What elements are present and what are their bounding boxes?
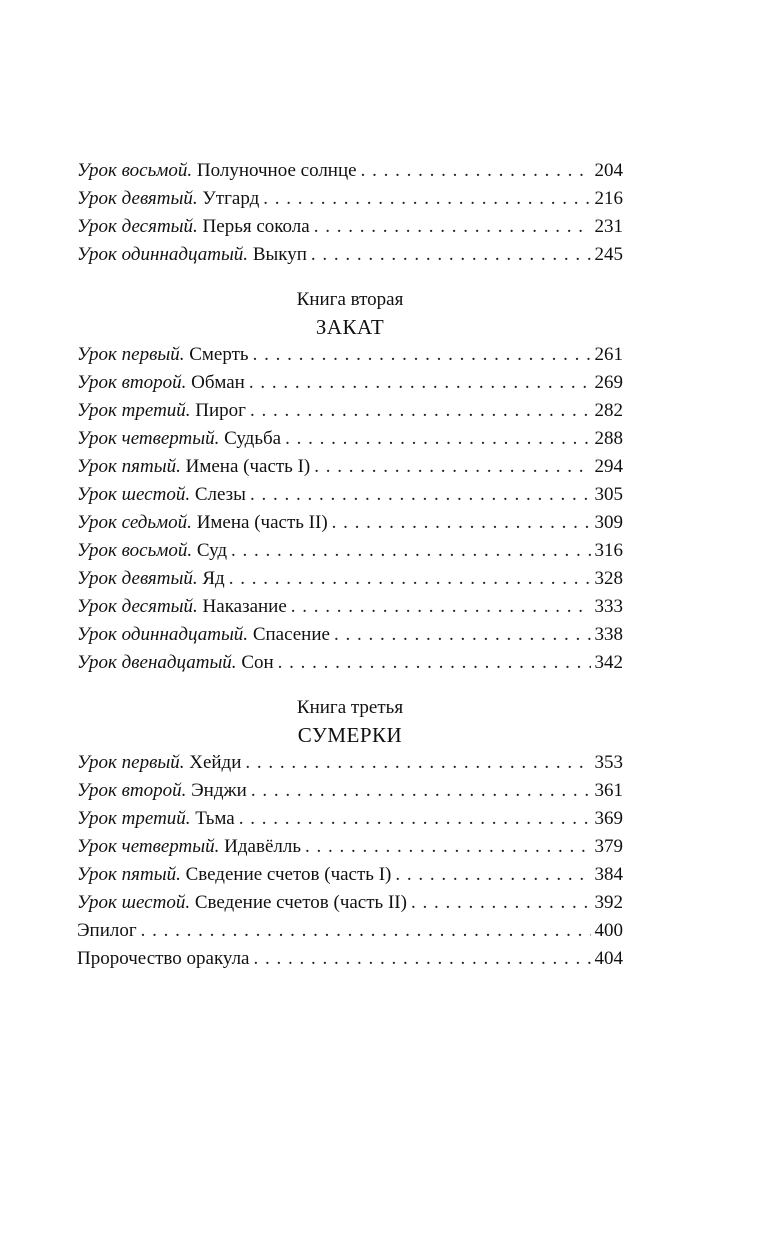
toc-entry: [77, 213, 623, 241]
entry-label: [77, 917, 137, 945]
book-three-heading: [77, 695, 623, 749]
book-three-title: СУМЕРКИ: [297, 723, 403, 747]
book-three-subtitle: Книга третья: [296, 697, 404, 718]
page-number: 269: [594, 372, 623, 393]
entry-label: [77, 341, 249, 369]
lesson-number: Урок одиннадцатый.: [77, 244, 249, 265]
entry-title: Яд: [202, 568, 225, 589]
toc-entry: [77, 833, 623, 861]
lesson-number: Урок девятый.: [77, 568, 198, 589]
book-two-title: ЗАКАТ: [315, 315, 385, 339]
toc-entry: [77, 621, 623, 649]
toc-entry: [77, 777, 623, 805]
book-two-subtitle: Книга вторая: [296, 289, 404, 310]
page-number: 400: [594, 920, 623, 941]
toc-entry: [77, 157, 623, 185]
entry-label: [77, 889, 407, 917]
dot-leader: [231, 537, 590, 565]
entry-label: [77, 213, 310, 241]
toc-entry: [77, 185, 623, 213]
entry-label: [77, 157, 357, 185]
page-number: 342: [594, 652, 623, 673]
toc-entry: [77, 805, 623, 833]
toc-section-continued: [77, 157, 623, 269]
entry-title: Перья сокола: [202, 216, 310, 237]
dot-leader: [314, 213, 591, 241]
entry-label: [77, 805, 235, 833]
page-number: 328: [594, 568, 623, 589]
dot-leader: [332, 509, 591, 537]
entry-label: [77, 453, 310, 481]
lesson-number: Урок первый.: [77, 752, 185, 773]
table-of-contents: [77, 157, 623, 973]
lesson-number: Урок четвертый.: [77, 428, 220, 449]
entry-title: Слезы: [194, 484, 246, 505]
dot-leader: [285, 425, 590, 453]
page-number: 384: [594, 864, 623, 885]
entry-title: Пирог: [195, 400, 246, 421]
toc-section-book-three: [77, 749, 623, 973]
entry-label: [77, 397, 246, 425]
entry-label: [77, 481, 246, 509]
entry-title: Сон: [241, 652, 274, 673]
dot-leader: [249, 369, 591, 397]
entry-title: Пророчество оракула: [77, 948, 250, 969]
entry-title: Выкуп: [252, 244, 307, 265]
lesson-number: Урок девятый.: [77, 188, 198, 209]
entry-title: Обман: [191, 372, 245, 393]
entry-title: Утгард: [202, 188, 260, 209]
entry-title: Имена (часть I): [185, 456, 311, 477]
dot-leader: [361, 157, 591, 185]
lesson-number: Урок третий.: [77, 400, 191, 421]
lesson-number: Урок пятый.: [77, 864, 181, 885]
entry-title: Наказание: [202, 596, 287, 617]
dot-leader: [239, 805, 591, 833]
page-number: 392: [594, 892, 623, 913]
page-number: 353: [594, 752, 623, 773]
toc-entry: [77, 593, 623, 621]
page-number: 305: [594, 484, 623, 505]
toc-entry: [77, 397, 623, 425]
dot-leader: [251, 777, 591, 805]
entry-label: [77, 649, 274, 677]
page-number: 309: [594, 512, 623, 533]
entry-title: Смерть: [189, 344, 249, 365]
entry-title: Судьба: [224, 428, 282, 449]
lesson-number: Урок двенадцатый.: [77, 652, 237, 673]
entry-title: Спасение: [252, 624, 330, 645]
dot-leader: [334, 621, 591, 649]
dot-leader: [305, 833, 590, 861]
dot-leader: [395, 861, 590, 889]
page-number: 282: [594, 400, 623, 421]
page-number: 333: [594, 596, 623, 617]
dot-leader: [314, 453, 590, 481]
page-number: 316: [594, 540, 623, 561]
dot-leader: [291, 593, 591, 621]
page-number: 216: [594, 188, 623, 209]
lesson-number: Урок шестой.: [77, 484, 191, 505]
lesson-number: Урок пятый.: [77, 456, 181, 477]
dot-leader: [229, 565, 591, 593]
dot-leader: [141, 917, 591, 945]
entry-label: [77, 425, 281, 453]
lesson-number: Урок шестой.: [77, 892, 191, 913]
toc-entry: [77, 565, 623, 593]
page-number: 379: [594, 836, 623, 857]
page-number: 361: [594, 780, 623, 801]
lesson-number: Урок седьмой.: [77, 512, 192, 533]
page-number: 204: [594, 160, 623, 181]
lesson-number: Урок второй.: [77, 780, 187, 801]
entry-label: [77, 369, 245, 397]
entry-title: Тьма: [195, 808, 235, 829]
toc-entry: [77, 945, 623, 973]
dot-leader: [311, 241, 591, 269]
lesson-number: Урок десятый.: [77, 216, 198, 237]
dot-leader: [250, 397, 591, 425]
entry-label: [77, 621, 330, 649]
page-number: 404: [594, 948, 623, 969]
entry-label: [77, 565, 225, 593]
entry-title: Сведение счетов (часть II): [194, 892, 407, 913]
lesson-number: Урок восьмой.: [77, 160, 193, 181]
toc-entry: [77, 749, 623, 777]
toc-entry: [77, 917, 623, 945]
toc-entry: [77, 509, 623, 537]
toc-entry: [77, 341, 623, 369]
dot-leader: [250, 481, 591, 509]
page-number: 369: [594, 808, 623, 829]
page-number: 261: [594, 344, 623, 365]
lesson-number: Урок первый.: [77, 344, 185, 365]
dot-leader: [278, 649, 591, 677]
entry-title: Сведение счетов (часть I): [185, 864, 392, 885]
entry-label: [77, 537, 227, 565]
entry-label: [77, 241, 307, 269]
toc-entry: [77, 369, 623, 397]
entry-title: Полуночное солнце: [196, 160, 357, 181]
page-number: 231: [594, 216, 623, 237]
toc-entry: [77, 481, 623, 509]
entry-label: [77, 945, 250, 973]
toc-section-book-two: [77, 341, 623, 677]
dot-leader: [245, 749, 590, 777]
entry-label: [77, 749, 241, 777]
lesson-number: Урок третий.: [77, 808, 191, 829]
entry-title: Идавёлль: [224, 836, 302, 857]
page-number: 294: [594, 456, 623, 477]
entry-title: Хейди: [189, 752, 242, 773]
book-two-heading: [77, 287, 623, 341]
toc-entry: [77, 453, 623, 481]
entry-label: [77, 777, 247, 805]
entry-title: Имена (часть II): [196, 512, 328, 533]
lesson-number: Урок восьмой.: [77, 540, 193, 561]
entry-title: Суд: [196, 540, 228, 561]
toc-entry: [77, 537, 623, 565]
lesson-number: Урок десятый.: [77, 596, 198, 617]
toc-entry: [77, 861, 623, 889]
dot-leader: [263, 185, 590, 213]
dot-leader: [254, 945, 591, 973]
dot-leader: [411, 889, 591, 917]
entry-label: [77, 833, 301, 861]
page-number: 338: [594, 624, 623, 645]
entry-title: Эпилог: [77, 920, 137, 941]
entry-label: [77, 509, 328, 537]
entry-label: [77, 861, 391, 889]
page-number: 245: [594, 244, 623, 265]
lesson-number: Урок одиннадцатый.: [77, 624, 249, 645]
lesson-number: Урок четвертый.: [77, 836, 220, 857]
dot-leader: [253, 341, 591, 369]
page-number: 288: [594, 428, 623, 449]
toc-entry: [77, 425, 623, 453]
toc-entry: [77, 241, 623, 269]
lesson-number: Урок второй.: [77, 372, 187, 393]
toc-entry: [77, 889, 623, 917]
entry-title: Энджи: [191, 780, 247, 801]
entry-label: [77, 593, 287, 621]
entry-label: [77, 185, 259, 213]
toc-entry: [77, 649, 623, 677]
